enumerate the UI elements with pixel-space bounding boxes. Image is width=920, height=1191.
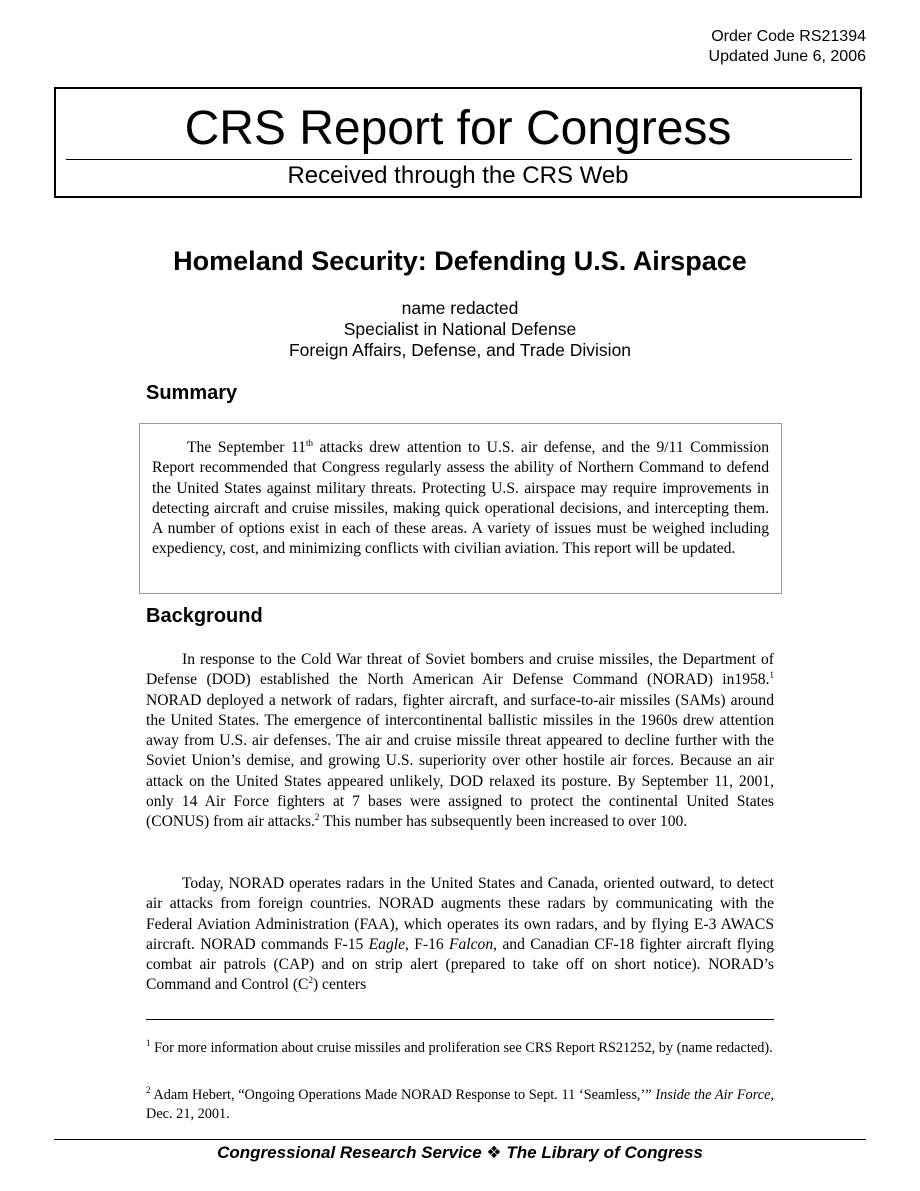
paragraph-text: ) centers xyxy=(312,976,367,994)
masthead-rule xyxy=(66,159,852,160)
superscript-2: 2 xyxy=(308,975,313,986)
background-paragraph-2 xyxy=(146,874,774,996)
aircraft-name-eagle: Eagle xyxy=(368,935,405,953)
footnote-text: For more information about cruise missiles and proliferation see CRS Report RS21252, by (name redacted). xyxy=(150,1040,773,1056)
masthead-box xyxy=(54,87,862,198)
updated-date: Updated June 6, 2006 xyxy=(708,48,866,65)
paragraph-text: This number has subsequently been increased to over 100. xyxy=(319,813,688,831)
paragraph-text: In response to the Cold War threat of Soviet bombers and cruise missiles, the Department of Defense (DOD) established the North American Air Defense Command (NORAD) in1958. xyxy=(146,651,774,689)
paragraph-text: NORAD deployed a network of radars, fighter aircraft, and surface-to-air missiles (SAMs) around the United States. The emergence of intercontinental ballistic missiles in the 1960s drew attention away from U.S. air defenses. The air and cruise missile threat appeared to decline further with the Soviet Union’s demise, and growing U.S. superiority over other hostile air forces. Because an air attack on the United States appeared unlikely, DOD relaxed its posture. By September 11, 2001, only 14 Air Force fighters at 7 bases were assigned to protect the continental United States (CONUS) from air attacks. xyxy=(146,691,774,831)
summary-superscript: th xyxy=(305,437,313,448)
summary-text-part: The September 11 xyxy=(187,439,306,456)
author-block xyxy=(0,298,920,361)
footer-rule xyxy=(54,1139,866,1140)
footnote-rule xyxy=(146,1019,774,1020)
background-heading: Background xyxy=(146,605,263,627)
paragraph-text: , F-16 xyxy=(405,935,449,953)
masthead-title: CRS Report for Congress xyxy=(184,102,732,155)
footnote-2 xyxy=(146,1086,774,1123)
footer-text: Congressional Research Service ❖ The Library of Congress xyxy=(217,1143,703,1162)
background-paragraph-1 xyxy=(146,650,774,833)
paragraph-text: Today, NORAD operates radars in the United States and Canada, oriented outward, to detect air attacks from foreign countries. NORAD augments these radars by communicating with the Federal Aviation Administration (FAA), which operates its own radars, and by flying E-3 AWACS aircraft. NORAD commands F-15 xyxy=(146,875,774,953)
paragraph-text: , and Canadian CF-18 fighter aircraft flying combat air patrols (CAP) and on strip alert (prepared to take off on short notice). NORAD’s Command and Control (C xyxy=(146,935,775,994)
footnote-ref-2: 2 xyxy=(314,812,320,823)
footnote-1 xyxy=(146,1039,774,1058)
aircraft-name-falcon: Falcon xyxy=(448,935,494,953)
footnote-text: Adam Hebert, “Ongoing Operations Made NORAD Response to Sept. 11 ‘Seamless,’” xyxy=(150,1087,656,1103)
footnote-publication: Inside the Air Force, xyxy=(655,1087,774,1103)
author-name: name redacted xyxy=(401,298,519,318)
summary-text-part: attacks drew attention to U.S. air defense, and the 9/11 Commission Report recommended that Congress regularly assess the ability of Northern Command to defend the United States against military threats. Protecting U.S. airspace may require improvements in detecting aircraft and cruise missiles, making quick operational decisions, and intercepting them. A number of options exist in each of these areas. A variety of issues must be weighed including expediency, cost, and minimizing conflicts with civilian aviation. This report will be updated. xyxy=(152,439,769,558)
author-position: Specialist in National Defense xyxy=(343,319,577,339)
order-code-block xyxy=(709,27,866,67)
footnote-ref-1: 1 xyxy=(769,670,774,681)
order-code: Order Code RS21394 xyxy=(711,28,866,45)
footnote-number: 2 xyxy=(146,1085,151,1096)
summary-text xyxy=(152,438,769,560)
summary-heading: Summary xyxy=(146,382,238,404)
footnote-number: 1 xyxy=(146,1038,151,1049)
report-title: Homeland Security: Defending U.S. Airspace xyxy=(173,246,747,276)
summary-box xyxy=(139,423,782,594)
author-division: Foreign Affairs, Defense, and Trade Division xyxy=(288,340,632,360)
masthead-subtitle: Received through the CRS Web xyxy=(287,162,629,189)
footnote-text: Dec. 21, 2001. xyxy=(146,1105,230,1122)
